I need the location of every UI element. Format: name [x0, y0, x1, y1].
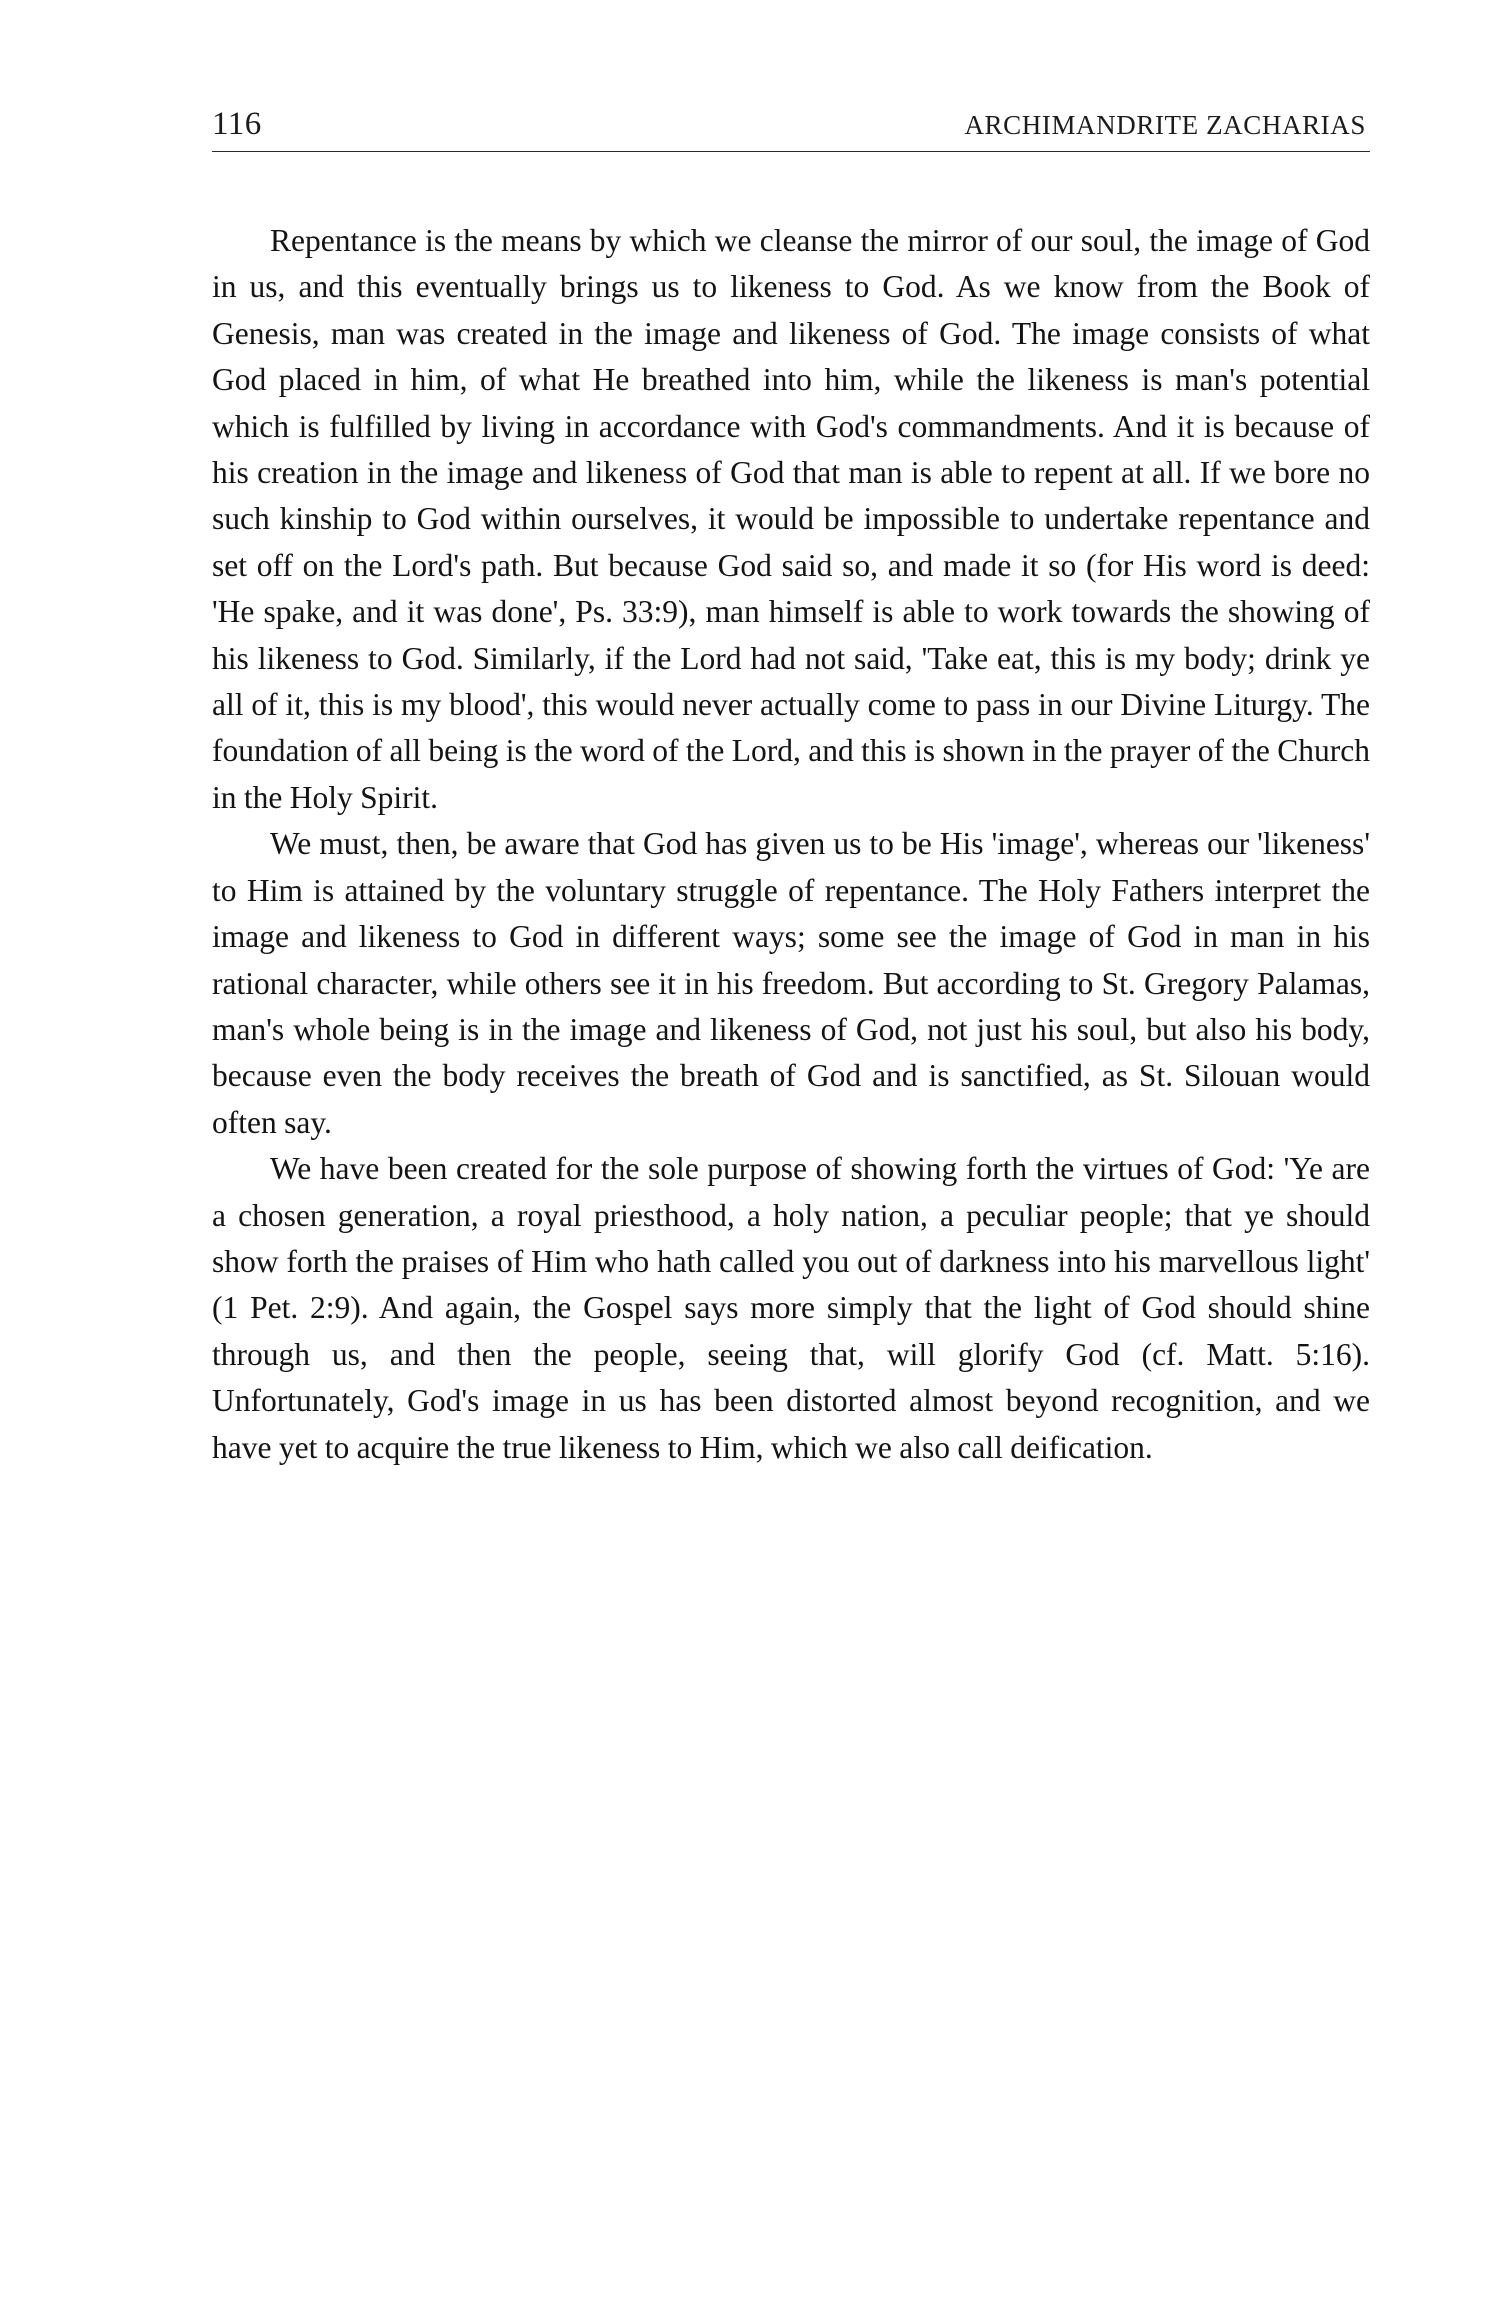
body-text [212, 218, 1370, 1471]
page-number: 116 [212, 106, 262, 142]
running-head [212, 108, 1370, 152]
paragraph: We have been created for the sole purpose of showing forth the virtues of God: 'Ye are a chosen generation, a royal priesthood, a holy nation, a peculiar people; that ye should show forth the praises of Him who hath called you out of darkness into his marvellous light' (1 Pet. 2:9). And again, the Gospel says more simply that the light of God should shine through us, and then the people, seeing that, will glorify God (cf. Matt. 5:16). Unfortunately, God's image in us has been distorted almost beyond recognition, and we have yet to acquire the true likeness to Him, which we also call deification. [212, 1151, 1370, 1465]
page-content [212, 108, 1370, 1471]
paragraph: Repentance is the means by which we cleanse the mirror of our soul, the image of God in us, and this eventually brings us to likeness to God. As we know from the Book of Genesis, man was created in the image and likeness of God. The image consists of what God placed in him, of what He breathed into him, while the likeness is man's potential which is fulfilled by living in accordance with God's commandments. And it is because of his creation in the image and likeness of God that man is able to repent at all. If we bore no such kinship to God within ourselves, it would be impossible to undertake repentance and set off on the Lord's path. But because God said so, and made it so (for His word is deed: 'He spake, and it was done', Ps. 33:9), man himself is able to work towards the showing of his likeness to God. Similarly, if the Lord had not said, 'Take eat, this is my body; drink ye all of it, this is my blood', this would never actually come to pass in our Divine Liturgy. The foundation of all being is the word of the Lord, and this is shown in the prayer of the Church in the Holy Spirit. [212, 223, 1370, 815]
running-head-title: ARCHIMANDRITE ZACHARIAS [964, 110, 1366, 140]
paragraph: We must, then, be aware that God has given us to be His 'image', whereas our 'likeness' to Him is attained by the voluntary struggle of repentance. The Holy Fathers interpret the image and likeness to God in different ways; some see the image of God in man in his rational character, while others see it in his freedom. But according to St. Gregory Palamas, man's whole being is in the image and likeness of God, not just his soul, but also his body, because even the body receives the breath of God and is sanctified, as St. Silouan would often say. [212, 826, 1370, 1140]
